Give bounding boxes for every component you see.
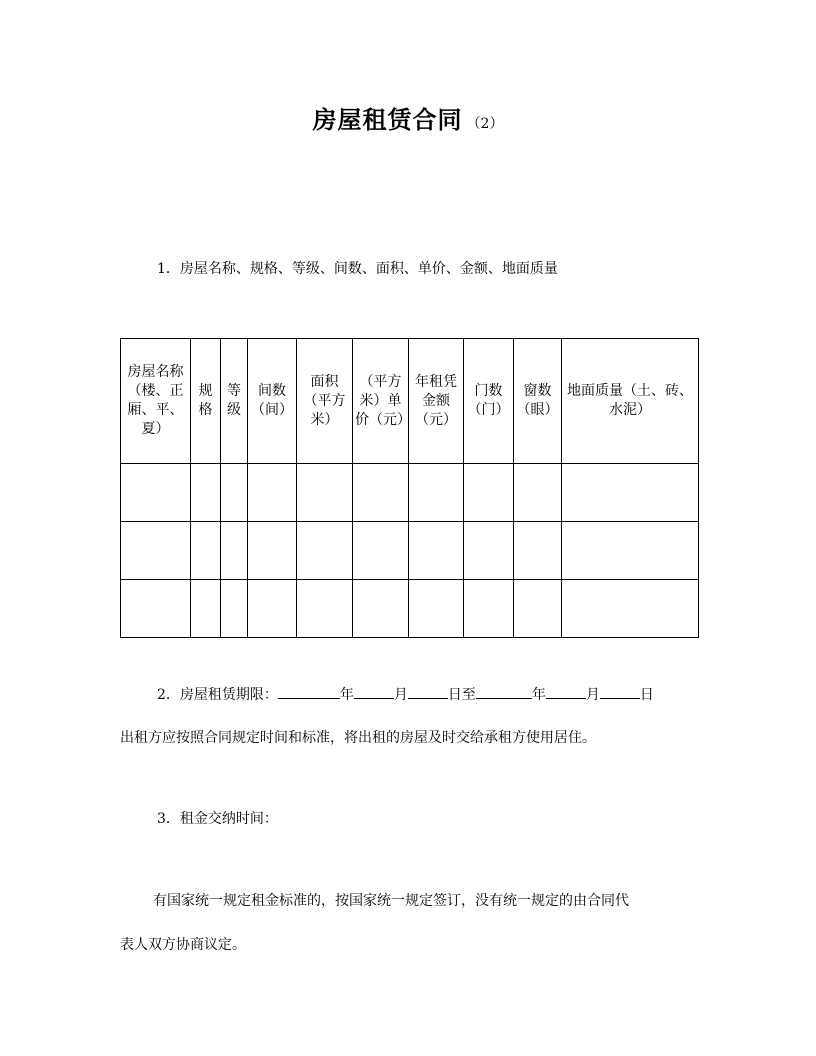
title-main: 房屋租赁合同	[312, 106, 463, 134]
table-cell	[409, 580, 464, 638]
section3-heading: 3．租金交纳时间：	[157, 811, 278, 827]
table-cell	[221, 464, 248, 522]
section1-heading: 1．房屋名称、规格、等级、间数、面积、单价、金额、地面质量	[157, 261, 558, 277]
end-day-blank[interactable]	[600, 684, 640, 699]
table-cell	[514, 580, 562, 638]
table-cell	[297, 464, 353, 522]
title-sub: （2）	[466, 116, 504, 132]
table-cell	[248, 580, 297, 638]
table-cell	[464, 522, 514, 580]
start-year-blank[interactable]	[278, 684, 340, 699]
header-cell: 等级	[221, 339, 248, 464]
table-row	[121, 464, 699, 522]
document-title	[0, 100, 816, 135]
section2-text: 出租方应按照合同规定时间和标准，将出租的房屋及时交给承租方使用居住。	[120, 730, 596, 746]
day-to-label: 日至	[447, 687, 476, 703]
table-cell	[191, 464, 221, 522]
table-header-row	[121, 339, 699, 464]
day-label: 日	[639, 687, 654, 703]
table-cell	[121, 580, 191, 638]
month-label: 月	[585, 687, 600, 703]
table-cell	[248, 464, 297, 522]
table-cell	[121, 464, 191, 522]
header-cell: 年租凭金额（元）	[409, 339, 464, 464]
table-cell	[221, 522, 248, 580]
table-cell	[191, 580, 221, 638]
header-cell: 房屋名称（楼、正厢、平、夏）	[121, 339, 191, 464]
table-cell	[562, 522, 699, 580]
year-label: 年	[339, 687, 354, 703]
header-cell: （平方米）单价（元）	[353, 339, 409, 464]
table-cell	[353, 580, 409, 638]
end-year-blank[interactable]	[476, 684, 532, 699]
year-label: 年	[531, 687, 546, 703]
table-cell	[297, 580, 353, 638]
table-row	[121, 522, 699, 580]
start-month-blank[interactable]	[354, 684, 394, 699]
table-cell	[409, 522, 464, 580]
table-cell	[248, 522, 297, 580]
table-cell	[464, 580, 514, 638]
lease-term-label: 2．房屋租赁期限：	[157, 687, 278, 703]
table-cell	[297, 522, 353, 580]
table-cell	[514, 464, 562, 522]
table-cell	[353, 522, 409, 580]
month-label: 月	[393, 687, 408, 703]
room-table	[120, 338, 699, 638]
section2-lease-term	[157, 684, 654, 704]
table-cell	[409, 464, 464, 522]
header-cell: 窗数（眼）	[514, 339, 562, 464]
table-cell	[562, 580, 699, 638]
table-cell	[191, 522, 221, 580]
table-cell	[514, 522, 562, 580]
table-cell	[121, 522, 191, 580]
header-cell: 地面质量（土、砖、水泥）	[562, 339, 699, 464]
end-month-blank[interactable]	[546, 684, 586, 699]
header-cell: 门数（门）	[464, 339, 514, 464]
header-cell: 规格	[191, 339, 221, 464]
section3-line1: 有国家统一规定租金标准的，按国家统一规定签订，没有统一规定的由合同代	[153, 893, 629, 909]
table-cell	[353, 464, 409, 522]
header-cell: 面积（平方米）	[297, 339, 353, 464]
table-cell	[464, 464, 514, 522]
section3-line2: 表人双方协商议定。	[120, 937, 246, 953]
table-cell	[221, 580, 248, 638]
start-day-blank[interactable]	[408, 684, 448, 699]
table-row	[121, 580, 699, 638]
table-cell	[562, 464, 699, 522]
header-cell: 间数（间）	[248, 339, 297, 464]
